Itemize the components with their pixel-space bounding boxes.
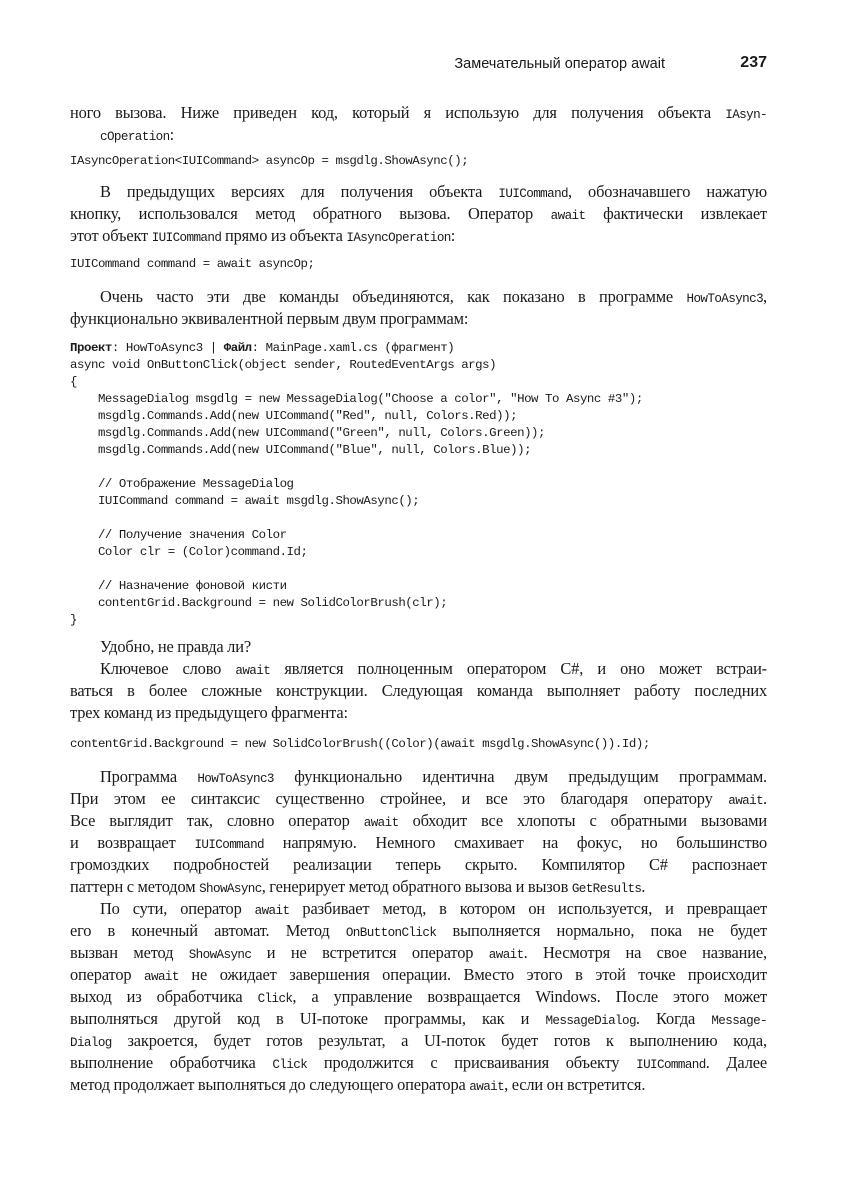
code-line: contentGrid.Background = new SolidColorBrush((Color)(await msgdlg.ShowAsync()).Id); [70, 737, 650, 751]
text-line [70, 636, 767, 658]
text-run: этот объект [70, 226, 152, 245]
text-line [70, 225, 767, 247]
text-run: не ожидает завершения операции. Вместо этого в этой точке происходит [178, 965, 767, 984]
inline-code: GetResults [571, 882, 642, 896]
inline-code: ShowAsync [188, 948, 252, 962]
text-run: является полноценным оператором C#, и оно может встраи- [270, 659, 767, 678]
text-run: По сути, оператор [100, 899, 255, 918]
code-line: { [70, 375, 77, 389]
page-number: 237 [740, 54, 767, 71]
file-name: MainPage.xaml.cs (фрагмент) [265, 341, 455, 355]
inline-code: Message- [711, 1014, 767, 1028]
text-line [70, 308, 767, 330]
inline-code: Dialog [70, 1036, 112, 1050]
text-line [70, 876, 767, 898]
inline-code: HowToAsync3 [197, 772, 274, 786]
text-line [70, 810, 767, 832]
paragraph-block [70, 181, 767, 247]
text-run: и возвращает [70, 833, 195, 852]
code-line: msgdlg.Commands.Add(new UICommand("Red", null, Colors.Red)); [70, 409, 518, 423]
code-line: contentGrid.Background = new SolidColorBrush(clr); [70, 596, 448, 610]
text-run: . [763, 789, 767, 808]
text-run: ного вызова. Ниже приведен код, который я использую для получения объекта [70, 103, 726, 122]
text-line [70, 766, 767, 788]
text-run: напрямую. Немного смахивает на фокус, но большинство [264, 833, 767, 852]
running-header [70, 54, 767, 76]
inline-code: await [363, 816, 399, 830]
inline-code: await [728, 794, 764, 808]
text-run: паттерн с методом [70, 877, 200, 896]
inline-code: cOperation [100, 130, 170, 144]
project-label: Проект [70, 341, 112, 355]
text-run: выход из обработчика [70, 987, 258, 1006]
code-line: // Получение значения Color [70, 528, 287, 542]
text-run: выполняться другой код в UI-потоке программы, как и [70, 1009, 546, 1028]
text-line [70, 1008, 767, 1030]
text-run: разбивает метод, в котором он используется, и превращает [289, 899, 767, 918]
text-run: , [763, 287, 767, 306]
text-run: Ключевое слово [100, 659, 236, 678]
text-line [70, 181, 767, 203]
text-run: функционально идентична двум предыдущим программам. [273, 767, 767, 786]
code-line: // Отображение MessageDialog [70, 477, 294, 491]
text-line [70, 680, 767, 702]
paragraph-block [70, 766, 767, 1096]
text-run: . Когда [635, 1009, 712, 1028]
text-run: : [169, 125, 174, 144]
paragraph-block [70, 636, 767, 724]
text-run: метод продолжает выполняться до следующего оператора [70, 1075, 470, 1094]
text-run: Все выглядит так, словно оператор [70, 811, 364, 830]
code-line: // Назначение фоновой кисти [70, 579, 287, 593]
text-run: громоздких подробностей реализации теперь скрыто. Компилятор C# распознает [70, 855, 767, 874]
text-run: обходит все хлопоты с обратными вызовами [398, 811, 767, 830]
text-line [70, 702, 767, 724]
code-line [70, 561, 767, 578]
text-run: и не встретится оператор [251, 943, 489, 962]
code-line: async void OnButtonClick(object sender, RoutedEventArgs args) [70, 358, 497, 372]
text-run: выполняется нормально, пока не будет [436, 921, 767, 940]
text-run: прямо из объекта [221, 226, 347, 245]
text-run: . Далее [705, 1053, 767, 1072]
inline-code: MessageDialog [545, 1014, 636, 1028]
text-line [70, 920, 767, 942]
text-run: Программа [100, 767, 198, 786]
text-run: закроется, будет готов результат, а UI-поток будет готов к выполнению кода, [111, 1031, 767, 1050]
text-run: ваться в более сложные конструкции. Следующая команда выполняет работу последних [70, 681, 767, 700]
text-run: При этом ее синтаксис существенно стройнее, и все это благодаря оператору [70, 789, 729, 808]
text-run: , а управление возвращается Windows. После этого может [292, 987, 767, 1006]
inline-code: Click [257, 992, 293, 1006]
text-run: вызван метод [70, 943, 189, 962]
text-line [70, 898, 767, 920]
inline-code: await [550, 209, 586, 223]
inline-code: OnButtonClick [345, 926, 437, 940]
inline-code: HowToAsync3 [686, 292, 764, 306]
code-line: msgdlg.Commands.Add(new UICommand("Green", null, Colors.Green)); [70, 426, 546, 440]
text-line [70, 986, 767, 1008]
text-run: . [641, 877, 646, 896]
text-line [70, 964, 767, 986]
paragraph-block [70, 102, 767, 146]
text-run: фактически извлекает [585, 204, 767, 223]
text-line [70, 203, 767, 225]
text-line [70, 854, 767, 876]
inline-code: IUICommand [151, 231, 222, 245]
text-line [70, 102, 767, 124]
text-run: . Несмотря на свое название, [523, 943, 767, 962]
code-line: msgdlg.Commands.Add(new UICommand("Blue", null, Colors.Blue)); [70, 443, 532, 457]
text-line [70, 832, 767, 854]
code-snippet [70, 256, 767, 273]
listing-caption: Проект: HowToAsync3 | Файл: MainPage.xaml.cs (фрагмент) [70, 341, 455, 355]
text-run: функционально эквивалентной первым двум программам: [70, 309, 469, 328]
text-run: продолжится с присваивания объекту [307, 1053, 637, 1072]
text-run: кнопку, использовался метод обратного вызова. Оператор [70, 204, 551, 223]
code-listing [70, 340, 767, 629]
text-run: : [450, 226, 456, 245]
text-line [70, 1030, 767, 1052]
code-snippet [70, 736, 767, 753]
project-name: HowToAsync3 [125, 341, 203, 355]
running-header-title: Замечательный оператор await [454, 56, 665, 72]
inline-code: await [488, 948, 524, 962]
inline-code: await [254, 904, 290, 918]
text-line [70, 1074, 767, 1096]
code-line: IAsyncOperation<IUICommand> asyncOp = msgdlg.ShowAsync(); [70, 154, 469, 168]
code-line [70, 459, 767, 476]
text-run: , обозначавшего нажатую [567, 182, 767, 201]
text-line [70, 1052, 767, 1074]
paragraph-block [70, 286, 767, 330]
inline-code: ShowAsync [199, 882, 262, 896]
text-run: В предыдущих версиях для получения объекта [100, 182, 499, 201]
inline-code: await [235, 664, 271, 678]
code-line: IUICommand command = await msgdlg.ShowAsync(); [70, 494, 420, 508]
code-line [70, 510, 767, 527]
text-line [70, 124, 767, 146]
text-line [70, 286, 767, 308]
text-run: Очень часто эти две команды объединяются, как показано в программе [100, 287, 687, 306]
inline-code: IUICommand [636, 1058, 706, 1072]
text-run: , генерирует метод обратного вызова и вызов [261, 877, 572, 896]
file-label: Файл [223, 341, 252, 355]
inline-code: IUICommand [194, 838, 265, 852]
text-run: Удобно, не правда ли? [100, 637, 251, 656]
inline-code: IUICommand [498, 187, 568, 201]
code-line: } [70, 613, 77, 627]
text-line [70, 942, 767, 964]
text-run: , если он встретится. [504, 1075, 646, 1094]
text-run: его в конечный автомат. Метод [70, 921, 346, 940]
inline-code: IAsyn- [725, 108, 767, 122]
inline-code: IAsyncOperation [346, 231, 451, 245]
code-line: Color clr = (Color)command.Id; [70, 545, 308, 559]
inline-code: await [469, 1080, 505, 1094]
text-line [70, 658, 767, 680]
text-run: трех команд из предыдущего фрагмента: [70, 703, 348, 722]
text-run: оператор [70, 965, 145, 984]
code-line: MessageDialog msgdlg = new MessageDialog("Choose a color", "How To Async #3"); [70, 392, 643, 406]
inline-code: Click [272, 1058, 308, 1072]
inline-code: await [144, 970, 179, 984]
text-run: выполнение обработчика [70, 1053, 273, 1072]
code-snippet [70, 153, 767, 170]
text-line [70, 788, 767, 810]
code-line: IUICommand command = await asyncOp; [70, 257, 315, 271]
